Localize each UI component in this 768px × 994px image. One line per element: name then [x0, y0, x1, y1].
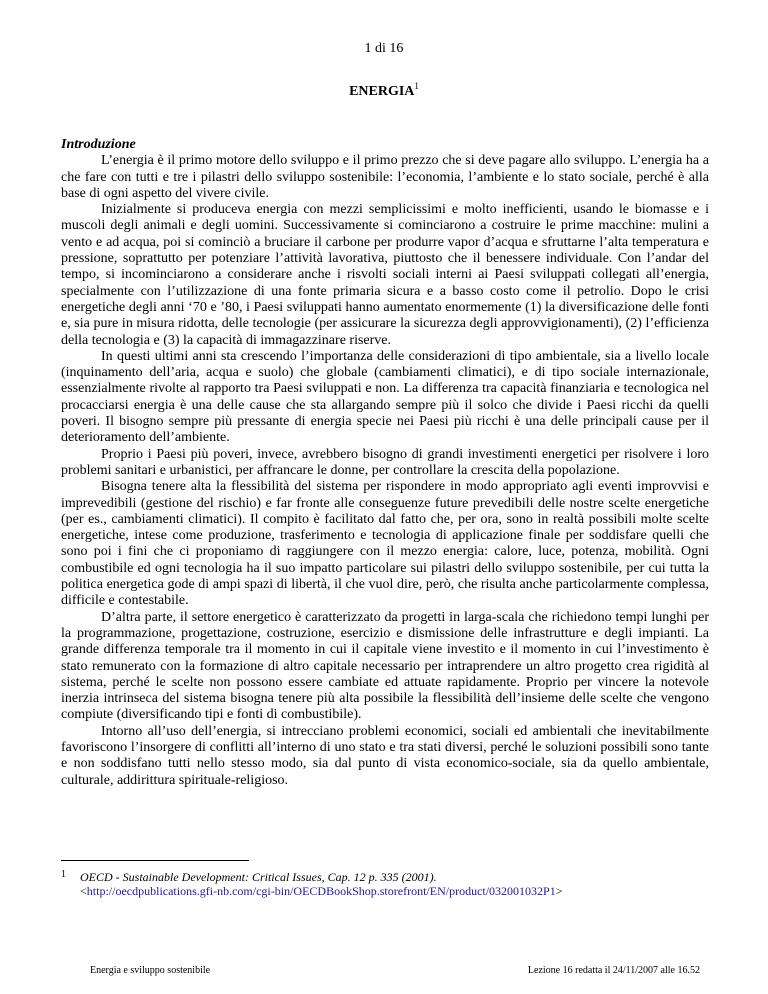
link-open-bracket: < — [80, 884, 87, 898]
paragraph: Inizialmente si produceva energia con mezzi semplicissimi e molto inefficienti, usando le biomasse e i muscoli degli animali e degli uomini. Successivamente si cominciarono a costruire le prime macchine: mulini a vento e ad acqua, poi si cominciò a bruciare il carbone per produrre vapor d’acqua e sfruttarne l’alta temperatura e pressione, soprattutto per potenziare l’attività lavorativa, piuttosto che il benessere individuale. Con l’andar del tempo, si incominciarono a considerare anche i risvolti sociali interni ai Paesi sviluppati collegati all’energia, specialmente con l’utilizzazione di una fonte primaria sicura e a basso costo come il petrolio. Dopo le crisi energetiche degli anni ‘70 e ’80, i Paesi sviluppati hanno aumentato enormemente (1) la diversificazione delle fonti e, sia pure in misura ridotta, delle tecnologie (per assicurare la sicurezza degli approvvigionamenti), (2) l’efficienza della tecnologia e (3) la capacità di immagazzinare riserve. — [61, 202, 709, 348]
paragraph: Bisogna tenere alta la flessibilità del sistema per rispondere in modo appropriato agli eventi improvvisi e imprevedibili (gestione del rischio) e far fronte alle conseguenze future prevedibili delle nostre scelte energetiche (per es., cambiamenti climatici). Il compito è facilitato dal fatto che, per ora, sono in realtà possibili molte scelte energetiche, intese come produzione, trasferimento e tecnologia di applicazione finale per soddisfare quelli che sono poi i fini che ci proponiamo di raggiungere con il mezzo energia: calore, luce, potenza, mobilità. Ogni combustibile ed ogni tecnologia ha il suo impatto particolare sui pilastri dello sviluppo sostenibile, per cui tutta la politica energetica gode di ampi spazi di libertà, il che vuol dire, però, che risulta anche particolarmente complessa, difficile e contestabile. — [61, 479, 709, 609]
page-number: 1 di 16 — [364, 41, 404, 56]
paragraph: In questi ultimi anni sta crescendo l’importanza delle considerazioni di tipo ambientale, sia a livello locale (inquinamento dell’aria, acqua e suolo) che globale (cambiamenti climatici), e di tipo sociale internazionale, essenzialmente rivolte al rapporto tra Paesi sviluppati e non. La differenza tra capacità finanziaria e tecnologica nel procacciarsi energia è una delle cause che sta allargando sempre più il solco che divide i Paesi ricchi da quelli poveri. Il bisogno sempre più pressante di energia specie nei Paesi più ricchi è una delle principali cause per il deterioramento dell’ambiente. — [61, 348, 709, 446]
paragraph: Intorno all’uso dell’energia, si intrecciano problemi economici, sociali ed ambientali che inevitabilmente favoriscono l’insorgere di conflitti all’interno di uno stato e tra stati diversi, perché le soluzioni possibili sono tante e non soddisfano tutti nello stesso modo, sia dal punto di vista economico-sociale, sia da quello ambientale, culturale, addirittura spirituale-religioso. — [61, 723, 709, 788]
paragraph: Proprio i Paesi più poveri, invece, avrebbero bisogno di grandi investimenti energetici per risolvere i loro problemi sanitari e urbanistici, per affrancare le donne, per controllare la crescita della popolazione. — [61, 446, 709, 478]
footnote-divider — [61, 860, 249, 861]
footnote-mark: 1 — [61, 869, 66, 880]
paragraph: L’energia è il primo motore dello sviluppo e il primo prezzo che si deve pagare allo sviluppo. L’energia ha a che fare con tutti e tre i pilastri dello sviluppo sostenibile: l’economia, l’ambiente e lo stato sociale, perché è alla base di ogni aspetto del vivere civile. — [61, 153, 709, 201]
footer-left: Energia e sviluppo sostenibile — [90, 965, 211, 976]
link-close-bracket: > — [555, 884, 563, 898]
footnote-link-line — [80, 884, 721, 898]
title-text: ENERGIA — [349, 84, 415, 99]
footnote-link[interactable]: http://oecdpublications.gfi-nb.com/cgi-bin/OECDBookShop.storefront/EN/product/032001032P1 — [86, 884, 556, 898]
title-footnote-mark[interactable]: 1 — [414, 81, 419, 91]
footer-right: Lezione 16 redatta il 24/11/2007 alle 16.52 — [527, 965, 700, 976]
document-title — [0, 81, 768, 100]
footnote-source: OECD - Sustainable Development: Critical Issues, Cap. 12 p. 335 (2001). — [80, 870, 437, 884]
section-heading: Introduzione — [61, 137, 136, 152]
footnote — [61, 870, 721, 898]
document-body — [61, 137, 709, 789]
paragraph: D’altra parte, il settore energetico è caratterizzato da progetti in larga-scala che richiedono tempi lunghi per la programmazione, progettazione, costruzione, esercizio e dismissione delle infrastrutture e degli impianti. La grande differenza temporale tra il momento in cui il capitale viene investito e il momento in cui l’investimento è stato remunerato con la formazione di altro capitale necessario per intraprendere un altro progetto crea rigidità al sistema, perché le scelte non possono essere cambiate ed attuate rapidamente. Proprio per vincere la notevole inerzia intrinseca del sistema bisogna tenere più alta possibile la flessibilità dell’insieme delle scelte che vengono compiute (diversificando tipi e fonti di combustibile). — [61, 609, 709, 723]
